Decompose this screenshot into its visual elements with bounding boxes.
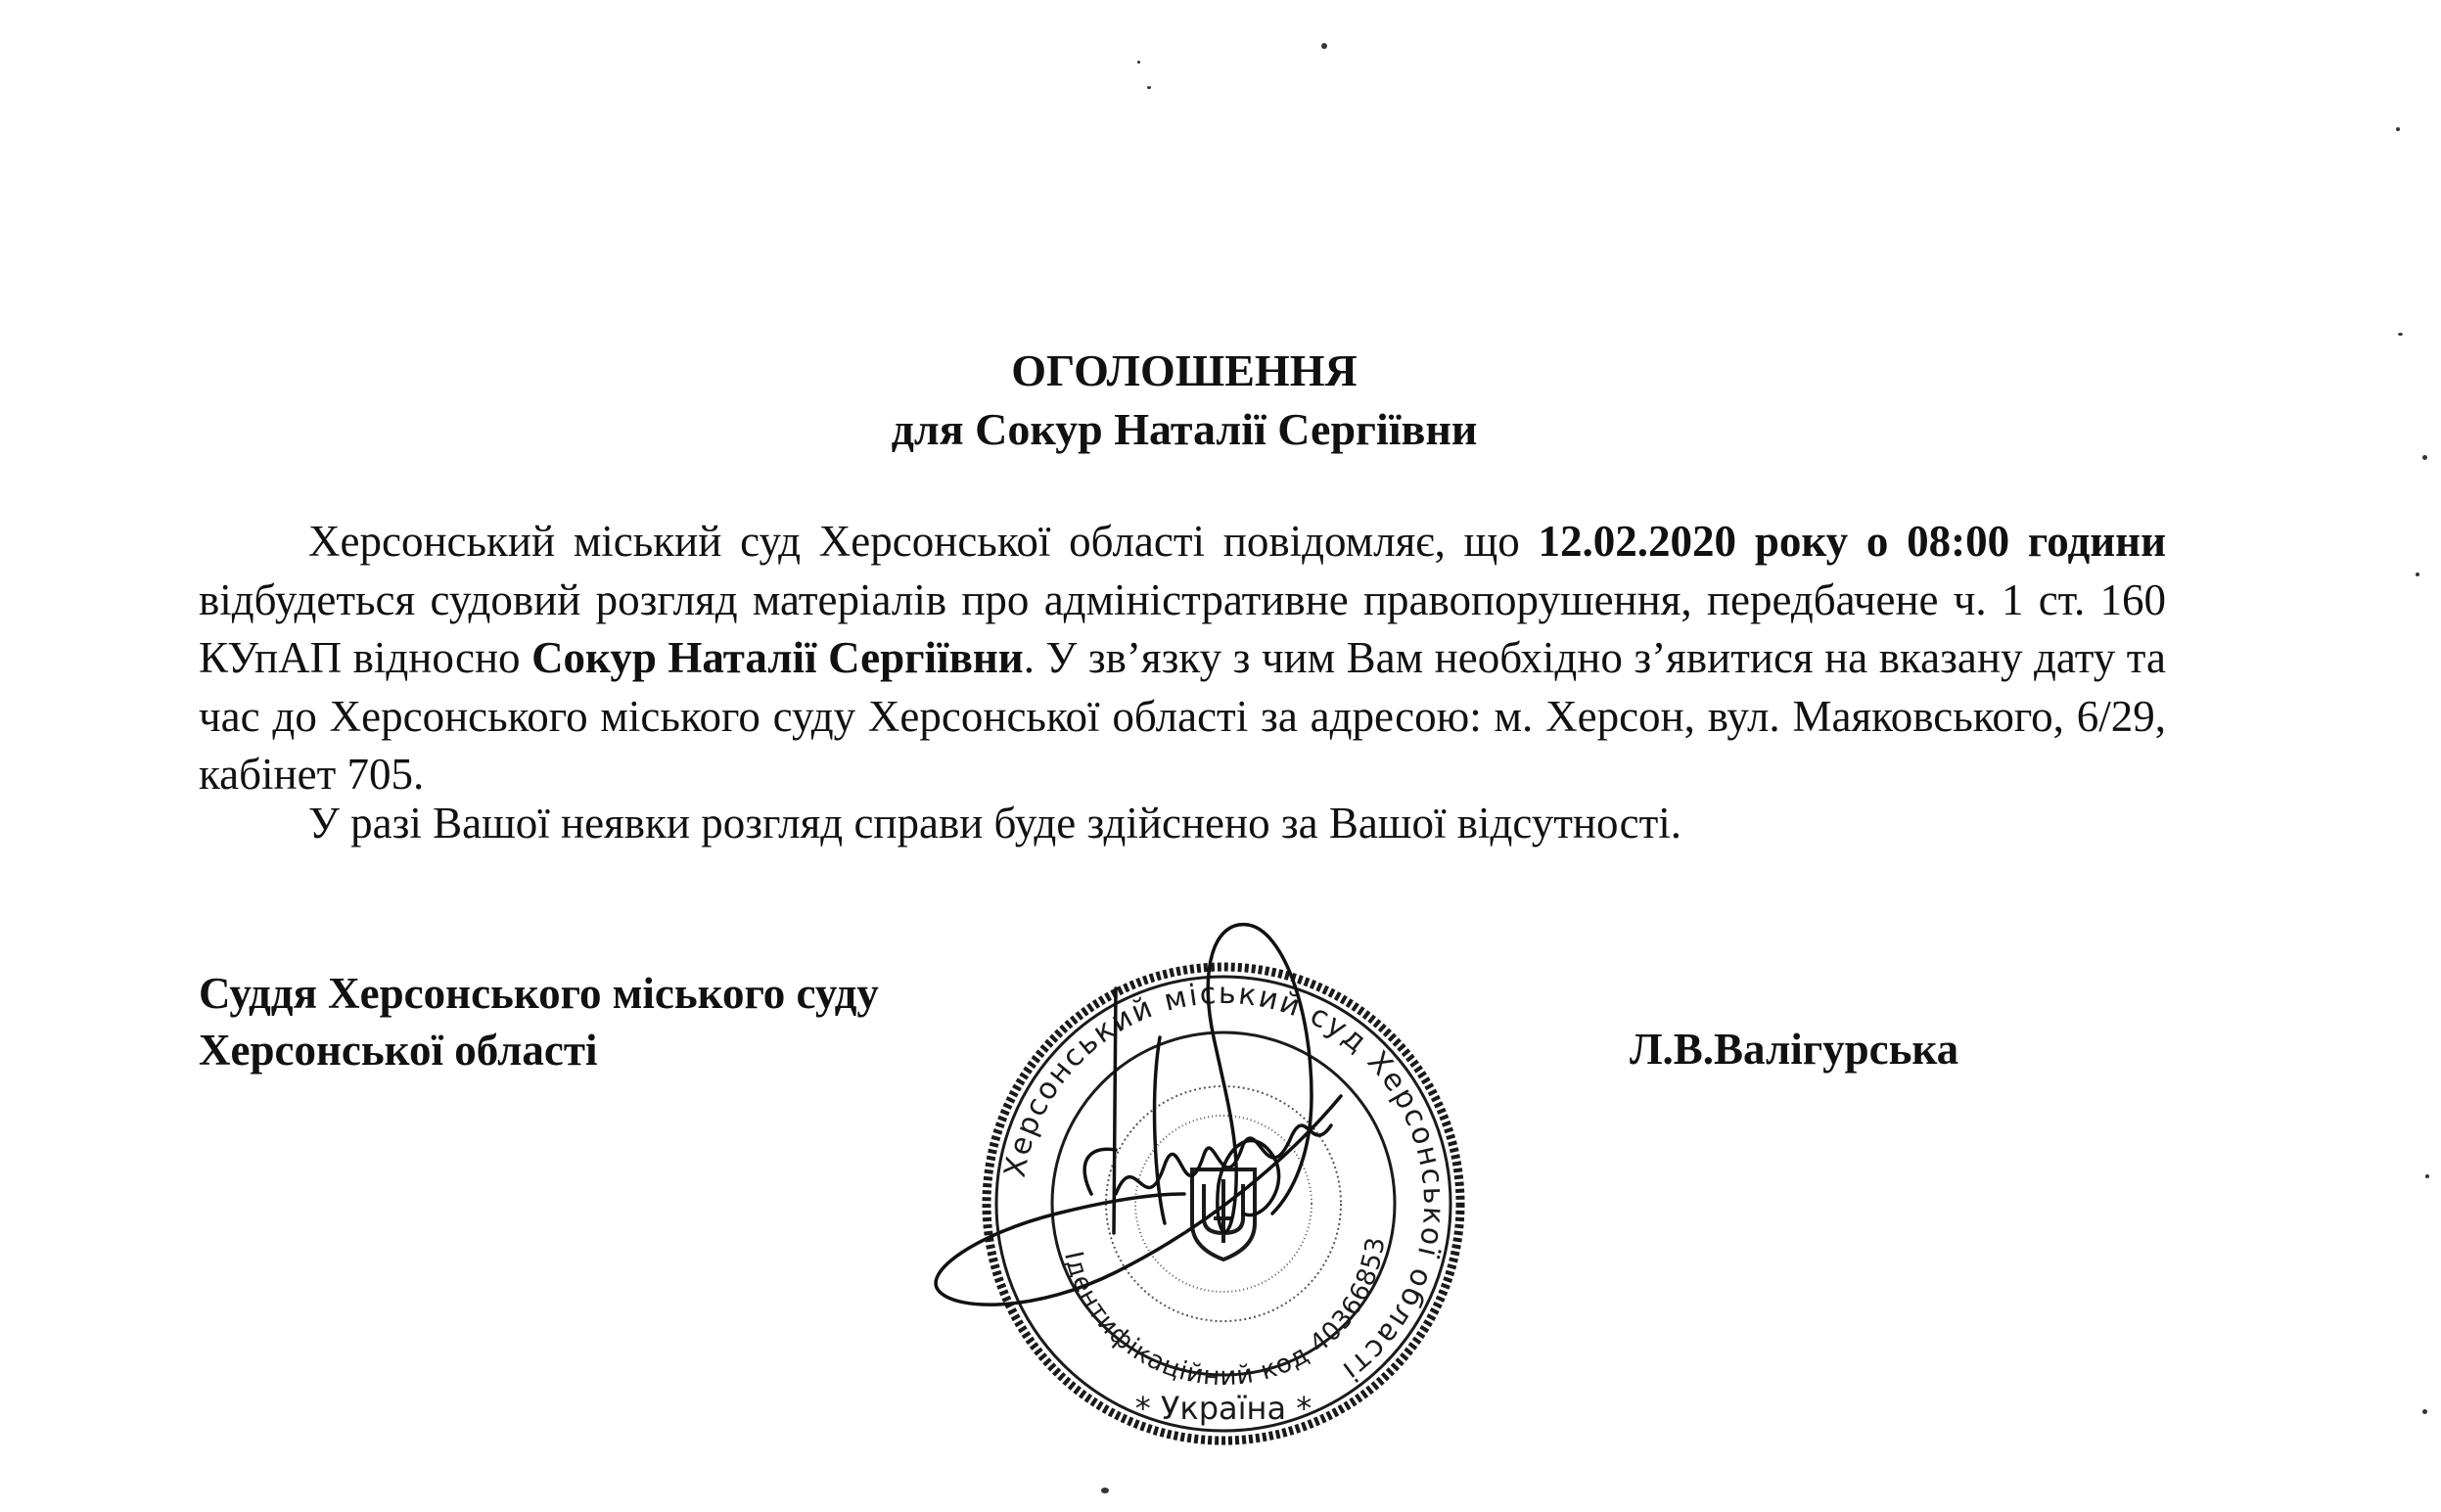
- scan-speck: [2425, 1174, 2429, 1178]
- scan-speck: [1101, 1488, 1109, 1493]
- judge-position-line-2: Херсонської області: [199, 1026, 598, 1075]
- paragraph-1-text-b: відбудеться судовий розгляд матеріалів про адміністративне правопорушення, передбачене ч. 1 ст. 160 КУпАП відносно: [199, 574, 2166, 682]
- paragraph-1-text-a: Херсонський міський суд Херсонської області повідомляє, що: [308, 517, 1539, 566]
- stamp-inner-text: Ідентифікаційний код 40366853: [1058, 1234, 1392, 1393]
- notice-paragraph-2: У разі Вашої неявки розгляд справи буде здійснено за Вашої відсутності.: [308, 799, 1681, 848]
- judge-name: Л.В.Валігурська: [1630, 1025, 1959, 1074]
- scan-speck: [1321, 43, 1327, 49]
- court-stamp-icon: [920, 900, 1527, 1507]
- notice-title: ОГОЛОШЕННЯ: [1011, 345, 1358, 395]
- judge-position: [199, 965, 879, 1078]
- paragraph-1-text-c: . У зв’язку з чим Вам необхідно з’явитися на вказану дату та час до Херсонського міського суду Херсонської області за адресою: м. Херсон, вул. Маяковського, 6/29, кабінет 705.: [199, 633, 2166, 799]
- notice-subtitle: для Сокур Наталії Сергіївни: [891, 404, 1478, 454]
- scan-speck: [1147, 86, 1151, 89]
- scan-speck: [2416, 573, 2419, 576]
- hearing-date-time: 12.02.2020 року о 08:00 години: [1538, 517, 2166, 566]
- scan-speck: [2396, 127, 2400, 131]
- stamp-bottom-text: * Україна *: [1134, 1390, 1313, 1427]
- notice-paragraph-1: [199, 513, 2166, 804]
- stamp-outer-text: Херсонський міський суд Херсонської області: [997, 976, 1451, 1390]
- scan-speck: [2422, 1409, 2427, 1414]
- scan-speck: [2398, 333, 2403, 336]
- scan-speck: [1137, 61, 1140, 64]
- person-name: Сокур Наталії Сергіївни: [531, 633, 1024, 682]
- scan-speck: [2422, 455, 2427, 460]
- judge-position-line-1: Суддя Херсонського міського суду: [199, 969, 879, 1018]
